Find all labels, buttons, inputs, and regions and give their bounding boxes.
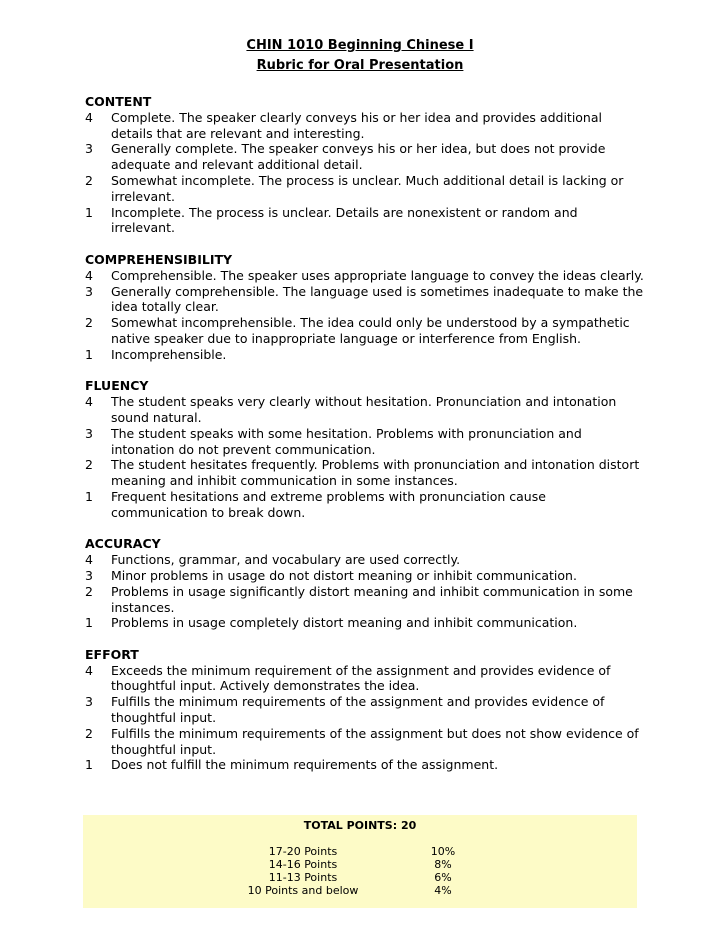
rubric-item (85, 568, 645, 584)
section-heading: FLUENCY (85, 378, 149, 394)
rubric-section-accuracy (85, 536, 645, 631)
rubric-item (85, 347, 645, 363)
section-heading: ACCURACY (85, 536, 161, 552)
rubric-item (85, 584, 645, 616)
section-heading: CONTENT (85, 94, 152, 109)
rubric-section-content (85, 94, 645, 236)
rubric-item (85, 615, 645, 631)
scale-points: 17-20 Points (268, 845, 338, 858)
rubric-item (85, 663, 645, 695)
score-description: Problems in usage completely distort meaning and inhibit communication. (111, 615, 578, 631)
score-description: Functions, grammar, and vocabulary are used correctly. (111, 552, 461, 568)
total-points-title: TOTAL POINTS: 20 (303, 819, 417, 832)
rubric-section-effort (85, 647, 645, 773)
score-number: 4 (85, 109, 93, 125)
score-description: Complete. The speaker clearly conveys his or her idea and provides additional details that are relevant and interesting. (111, 109, 602, 141)
score-number: 3 (85, 141, 93, 157)
section-heading: EFFORT (85, 646, 139, 662)
rubric-section-comprehensibility (85, 252, 645, 363)
scale-points: 11-13 Points (268, 871, 338, 884)
score-number: 3 (85, 694, 93, 710)
score-number: 3 (85, 567, 93, 583)
score-description: Problems in usage significantly distort meaning and inhibit communication in some instances. (111, 583, 633, 615)
rubric-section-fluency (85, 378, 645, 520)
score-number: 2 (85, 583, 93, 599)
rubric-item (85, 457, 645, 489)
score-description: Fulfills the minimum requirements of the assignment and provides evidence of thoughtful input. (111, 694, 605, 726)
score-number: 1 (85, 488, 93, 504)
score-number: 1 (85, 346, 93, 362)
score-number: 2 (85, 315, 93, 331)
document-subtitle: Rubric for Oral Presentation (256, 58, 464, 73)
score-description: Incomplete. The process is unclear. Details are nonexistent or random and irrelevant. (111, 204, 578, 236)
score-number: 4 (85, 552, 93, 568)
score-number: 1 (85, 204, 93, 220)
scale-points: 10 Points and below (247, 884, 359, 897)
score-number: 4 (85, 394, 93, 410)
score-number: 2 (85, 725, 93, 741)
rubric-item (85, 205, 645, 237)
score-description: Does not fulfill the minimum requirements of the assignment. (111, 757, 499, 773)
rubric-item (85, 268, 645, 284)
score-description: Generally complete. The speaker conveys his or her idea, but does not provide adequate and relevant additional detail. (111, 141, 606, 173)
score-description: The student speaks with some hesitation. Problems with pronunciation and intonation do not prevent communication. (111, 425, 582, 457)
score-description: The student hesitates frequently. Problems with pronunciation and intonation distort meaning and inhibit communication in some instances. (111, 457, 640, 489)
rubric-item (85, 315, 645, 347)
rubric-sections (85, 94, 645, 789)
score-description: Fulfills the minimum requirements of the assignment but does not show evidence of thoughtful input. (111, 725, 639, 757)
rubric-item (85, 394, 645, 426)
score-description: Exceeds the minimum requirement of the assignment and provides evidence of thoughtful input. Actively demonstrates the idea. (111, 662, 611, 694)
score-number: 4 (85, 662, 93, 678)
scale-percent: 6% (434, 871, 452, 884)
score-number: 2 (85, 172, 93, 188)
score-number: 4 (85, 267, 93, 283)
score-description: Comprehensible. The speaker uses appropriate language to convey the ideas clearly. (111, 267, 644, 283)
rubric-item (85, 284, 645, 316)
score-description: The student speaks very clearly without hesitation. Pronunciation and intonation sound natural. (111, 394, 617, 425)
rubric-item (85, 426, 645, 458)
rubric-item (85, 694, 645, 726)
rubric-item (85, 110, 645, 142)
scale-percent: 10% (430, 845, 456, 858)
score-description: Incomprehensible. (111, 346, 227, 362)
score-description: Somewhat incomplete. The process is unclear. Much additional detail is lacking or irrelevant. (111, 172, 624, 204)
score-description: Generally comprehensible. The language used is sometimes inadequate to make the idea totally clear. (111, 283, 644, 315)
total-points-box (83, 815, 637, 908)
rubric-item (85, 489, 645, 521)
rubric-item (85, 173, 645, 205)
scale-percent: 8% (434, 858, 452, 871)
rubric-item (85, 757, 645, 773)
score-description: Somewhat incomprehensible. The idea could only be understood by a sympathetic native speaker due to inappropriate language or interference from English. (111, 315, 630, 346)
score-number: 1 (85, 615, 93, 631)
score-number: 3 (85, 425, 93, 441)
score-number: 3 (85, 283, 93, 299)
document-title: CHIN 1010 Beginning Chinese I (246, 38, 474, 53)
score-number: 1 (85, 757, 93, 773)
section-heading: COMPREHENSIBILITY (85, 251, 233, 267)
score-description: Minor problems in usage do not distort meaning or inhibit communication. (111, 567, 577, 583)
scale-points: 14-16 Points (268, 858, 338, 871)
scale-percent: 4% (434, 884, 452, 897)
rubric-item (85, 726, 645, 758)
score-number: 2 (85, 457, 93, 473)
score-description: Frequent hesitations and extreme problems with pronunciation cause communication to break down. (111, 488, 546, 520)
rubric-item (85, 552, 645, 568)
rubric-item (85, 141, 645, 173)
